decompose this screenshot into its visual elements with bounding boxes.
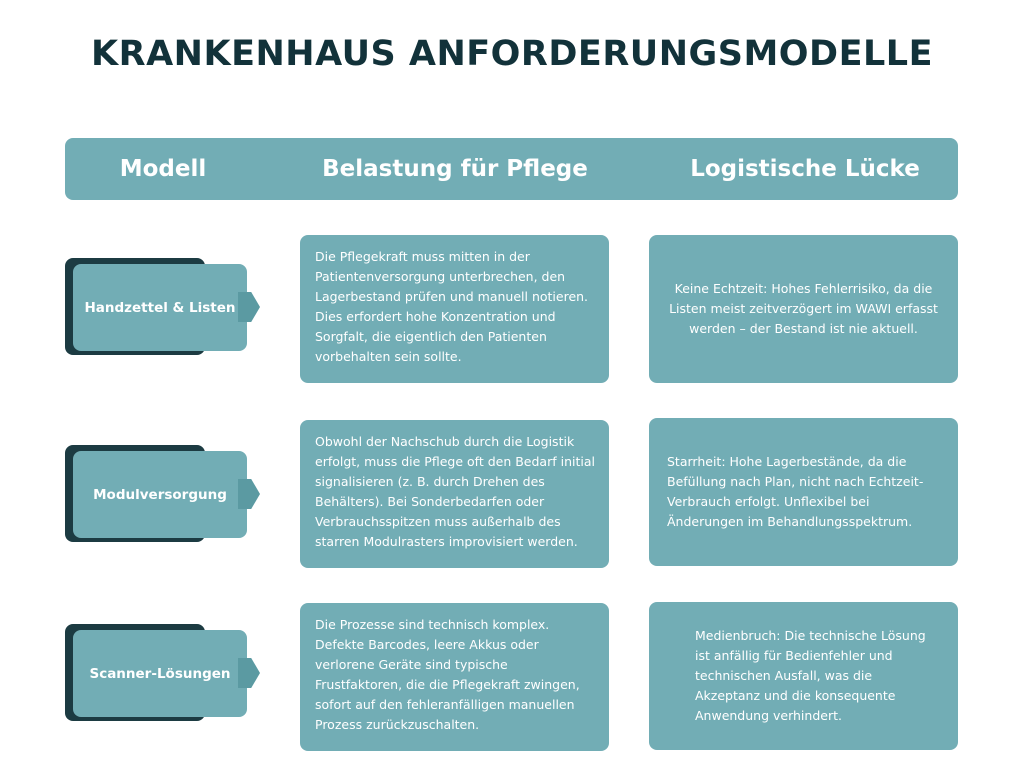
luecke-text: Medienbruch: Die technische Lösung ist anfällig für Bedienfehler und technischen Ausfall, was die Akzeptanz und die konsequente Anwendung verhindert. xyxy=(695,628,926,723)
model-scanner xyxy=(65,624,265,721)
belastung-cell: Die Prozesse sind technisch komplex. Defekte Barcodes, leere Akkus oder verlorene Geräte sind typische Frustfaktoren, die die Pflegekraft zwingen, sofort auf den fehleranfälligen manuellen Prozess zurückzuschalten. xyxy=(300,603,609,751)
page-title: KRANKENHAUS ANFORDERUNGSMODELLE xyxy=(91,34,933,74)
model-label: Modulversorgung xyxy=(73,451,247,538)
header-belastung: Belastung für Pflege xyxy=(322,156,588,182)
table-header xyxy=(65,138,958,200)
arrow-right-icon xyxy=(238,479,260,509)
arrow-right-icon xyxy=(238,658,260,688)
luecke-cell xyxy=(649,602,958,750)
luecke-text: Starrheit: Hohe Lagerbestände, da die Befüllung nach Plan, nicht nach Echtzeit-Verbrauch erfolgt. Unflexibel bei Änderungen im Behandlungsspektrum. xyxy=(667,454,924,529)
model-modulversorgung xyxy=(65,445,265,542)
luecke-text: Keine Echtzeit: Hohes Fehlerrisiko, da die Listen meist zeitverzögert im WAWI erfasst werden – der Bestand ist nie aktuell. xyxy=(669,281,938,336)
model-handzettel xyxy=(65,258,265,355)
belastung-cell: Obwohl der Nachschub durch die Logistik erfolgt, muss die Pflege oft den Bedarf initial signalisieren (z. B. durch Drehen des Behälters). Bei Sonderbedarfen oder Verbrauchsspitzen muss außerhalb des starren Modulrasters improvisiert werden. xyxy=(300,420,609,568)
model-label: Scanner-Lösungen xyxy=(73,630,247,717)
arrow-right-icon xyxy=(238,292,260,322)
model-label: Handzettel & Listen xyxy=(73,264,247,351)
belastung-cell: Die Pflegekraft muss mitten in der Patientenversorgung unterbrechen, den Lagerbestand prüfen und manuell notieren. Dies erfordert hohe Konzentration und Sorgfalt, die eigentlich den Patienten vorbehalten sein sollte. xyxy=(300,235,609,383)
luecke-cell xyxy=(649,418,958,566)
luecke-cell xyxy=(649,235,958,383)
header-model: Modell xyxy=(119,156,207,182)
header-luecke: Logistische Lücke xyxy=(690,156,920,182)
